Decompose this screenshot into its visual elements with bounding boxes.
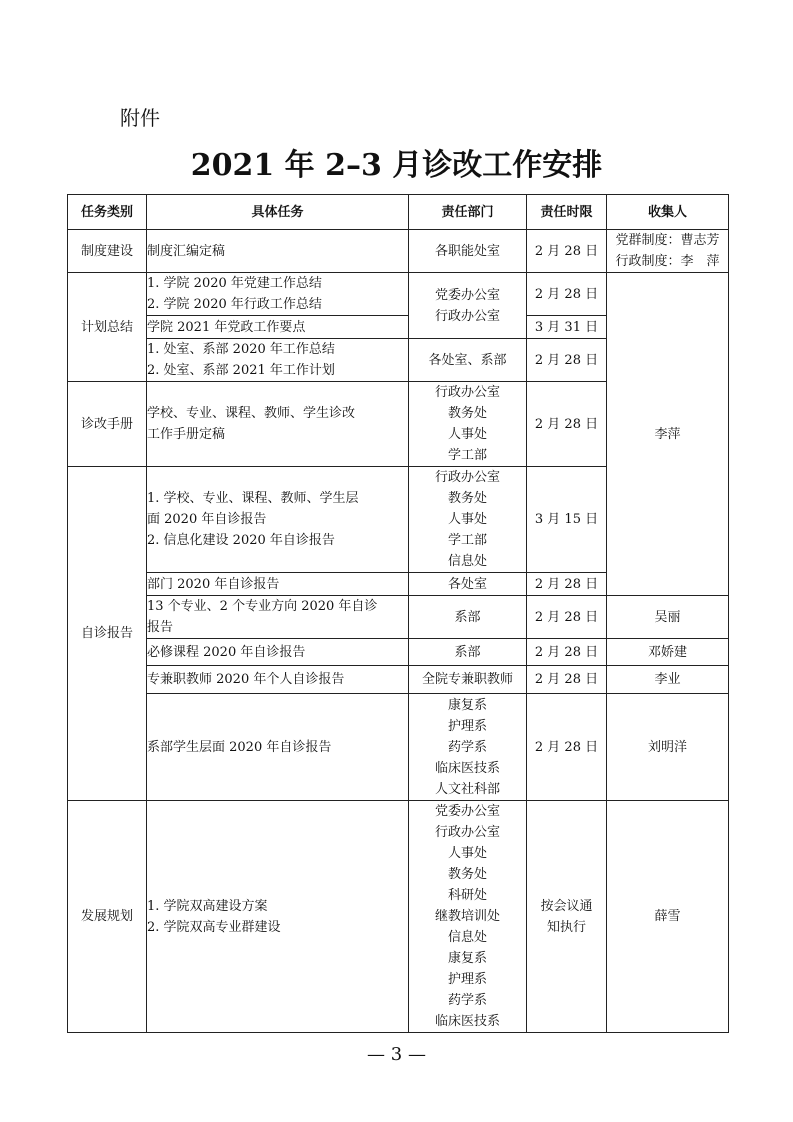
department-text: 党委办公室 — [434, 804, 500, 819]
deadline-text: 2 月 28 日 — [534, 576, 599, 592]
table-row — [68, 694, 729, 801]
task-text: 1. 学校、专业、课程、教师、学生层 — [147, 491, 359, 506]
department-text: 行政办公室 — [434, 308, 500, 324]
task-text: 1. 处室、系部 2020 年工作总结 — [147, 342, 335, 357]
deadline-text: 2 月 28 日 — [534, 352, 599, 368]
collector-text: 党群制度：曹志芳 — [615, 233, 720, 248]
deadline-text: 2 月 28 日 — [534, 609, 599, 625]
department-text: 系部 — [454, 609, 481, 625]
table-row — [68, 230, 729, 273]
collector-cell — [607, 596, 729, 639]
category-cell — [68, 382, 147, 467]
category-cell — [68, 230, 147, 273]
task-cell — [147, 801, 409, 1033]
task-cell — [147, 639, 409, 666]
table-row — [68, 273, 729, 316]
deadline-text: 2 月 28 日 — [534, 243, 599, 259]
collector-text: 行政制度：李 萍 — [615, 254, 720, 269]
deadline-cell — [527, 596, 607, 639]
department-text: 系部 — [454, 644, 481, 660]
department-cell — [409, 573, 527, 596]
department-cell — [409, 273, 527, 339]
header-category: 任务类别 — [68, 195, 147, 230]
department-text: 科研处 — [447, 888, 487, 903]
task-text: 学院 2021 年党政工作要点 — [147, 319, 306, 335]
deadline-cell — [527, 694, 607, 801]
document-title: 2021 年 2–3 月诊改工作安排 — [190, 148, 603, 183]
task-cell — [147, 666, 409, 694]
deadline-cell — [527, 339, 607, 382]
header-task: 具体任务 — [147, 195, 409, 230]
department-text: 药学系 — [447, 739, 487, 755]
department-text: 行政办公室 — [434, 825, 500, 840]
header-collector: 收集人 — [607, 195, 729, 230]
collector-cell — [607, 273, 729, 596]
deadline-cell — [527, 230, 607, 273]
department-cell — [409, 801, 527, 1033]
collector-text: 李萍 — [654, 426, 681, 442]
department-text: 人事处 — [447, 846, 487, 861]
task-text: 学校、专业、课程、教师、学生诊改 — [147, 406, 356, 421]
task-text: 面 2020 年自诊报告 — [147, 512, 267, 527]
task-text: 2. 学院 2020 年行政工作总结 — [147, 297, 322, 312]
department-text: 信息处 — [447, 930, 487, 945]
deadline-text: 2 月 28 日 — [534, 416, 599, 432]
deadline-cell — [527, 382, 607, 467]
table-row — [68, 596, 729, 639]
collector-cell — [607, 230, 729, 273]
department-cell — [409, 666, 527, 694]
task-cell — [147, 596, 409, 639]
department-cell — [409, 596, 527, 639]
deadline-text: 2 月 28 日 — [534, 286, 599, 302]
deadline-text: 2 月 28 日 — [534, 644, 599, 660]
department-text: 临床医技系 — [434, 1014, 500, 1029]
deadline-cell — [527, 801, 607, 1033]
header-deadline: 责任时限 — [527, 195, 607, 230]
category-text: 诊改手册 — [80, 416, 133, 432]
deadline-cell — [527, 467, 607, 573]
collector-text: 吴丽 — [654, 609, 681, 625]
task-cell — [147, 694, 409, 801]
category-cell — [68, 801, 147, 1033]
category-cell — [68, 467, 147, 801]
department-text: 继教培训处 — [434, 909, 500, 924]
department-text: 信息处 — [447, 554, 487, 569]
department-text: 药学系 — [447, 993, 487, 1008]
attachment-label: 附件 — [120, 106, 160, 130]
department-text: 各职能处室 — [434, 243, 500, 259]
collector-text: 刘明洋 — [647, 739, 687, 755]
task-cell — [147, 467, 409, 573]
deadline-text: 按会议通 — [540, 898, 593, 914]
task-text: 2. 信息化建设 2020 年自诊报告 — [147, 533, 335, 548]
task-cell — [147, 273, 409, 316]
task-text: 1. 学院双高建设方案 — [147, 898, 268, 914]
department-text: 康复系 — [447, 951, 487, 966]
work-schedule-table — [67, 194, 729, 1033]
table-row — [68, 801, 729, 1033]
deadline-cell — [527, 273, 607, 316]
task-cell — [147, 339, 409, 382]
task-text: 2. 学院双高专业群建设 — [147, 919, 281, 935]
department-text: 康复系 — [447, 697, 487, 713]
department-text: 各处室、系部 — [428, 352, 507, 368]
department-cell — [409, 230, 527, 273]
department-cell — [409, 694, 527, 801]
task-text: 工作手册定稿 — [147, 427, 226, 442]
deadline-cell — [527, 666, 607, 694]
collector-cell — [607, 801, 729, 1033]
department-text: 党委办公室 — [434, 287, 500, 303]
task-cell — [147, 230, 409, 273]
department-cell — [409, 339, 527, 382]
department-cell — [409, 467, 527, 573]
collector-text: 薛雪 — [654, 909, 681, 924]
page-number: — 3 — — [367, 1044, 426, 1065]
department-text: 教务处 — [447, 867, 487, 882]
deadline-cell — [527, 573, 607, 596]
task-cell — [147, 316, 409, 339]
department-text: 护理系 — [447, 718, 487, 734]
task-text: 制度汇编定稿 — [147, 243, 226, 259]
department-text: 护理系 — [447, 972, 487, 987]
department-cell — [409, 639, 527, 666]
task-text: 必修课程 2020 年自诊报告 — [147, 644, 306, 660]
deadline-text: 2 月 28 日 — [534, 739, 599, 755]
department-text: 教务处 — [447, 406, 487, 421]
task-cell — [147, 382, 409, 467]
task-cell — [147, 573, 409, 596]
task-text: 13 个专业、2 个专业方向 2020 年自诊 — [147, 599, 378, 614]
deadline-text: 3 月 15 日 — [534, 512, 599, 527]
collector-cell — [607, 666, 729, 694]
department-text: 学工部 — [447, 533, 487, 548]
deadline-text: 知执行 — [546, 919, 586, 935]
department-text: 人事处 — [447, 512, 487, 527]
department-text: 各处室 — [447, 576, 487, 592]
collector-cell — [607, 694, 729, 801]
deadline-cell — [527, 639, 607, 666]
task-text: 报告 — [147, 620, 174, 635]
department-text: 行政办公室 — [434, 385, 500, 400]
department-text: 学工部 — [447, 448, 487, 463]
category-cell — [68, 273, 147, 382]
table-row — [68, 639, 729, 666]
table-row — [68, 666, 729, 694]
collector-text: 李业 — [654, 672, 681, 687]
collector-text: 邓娇建 — [647, 644, 687, 660]
category-text: 计划总结 — [80, 319, 133, 335]
task-text: 2. 处室、系部 2021 年工作计划 — [147, 363, 335, 378]
category-text: 制度建设 — [80, 243, 133, 259]
department-text: 行政办公室 — [434, 470, 500, 485]
header-department: 责任部门 — [409, 195, 527, 230]
collector-cell — [607, 639, 729, 666]
department-text: 临床医技系 — [434, 760, 500, 776]
task-text: 系部学生层面 2020 年自诊报告 — [147, 739, 332, 755]
deadline-text: 2 月 28 日 — [534, 672, 599, 687]
department-text: 全院专兼职教师 — [421, 672, 513, 687]
deadline-cell — [527, 316, 607, 339]
category-text: 自诊报告 — [80, 626, 133, 641]
category-text: 发展规划 — [80, 909, 133, 924]
department-text: 人事处 — [447, 427, 487, 442]
department-text: 教务处 — [447, 491, 487, 506]
table-header-row — [68, 195, 729, 230]
task-text: 1. 学院 2020 年党建工作总结 — [147, 276, 322, 291]
department-cell — [409, 382, 527, 467]
department-text: 人文社科部 — [434, 781, 500, 797]
deadline-text: 3 月 31 日 — [534, 319, 599, 335]
task-text: 专兼职教师 2020 年个人自诊报告 — [147, 672, 345, 687]
task-text: 部门 2020 年自诊报告 — [147, 576, 280, 592]
